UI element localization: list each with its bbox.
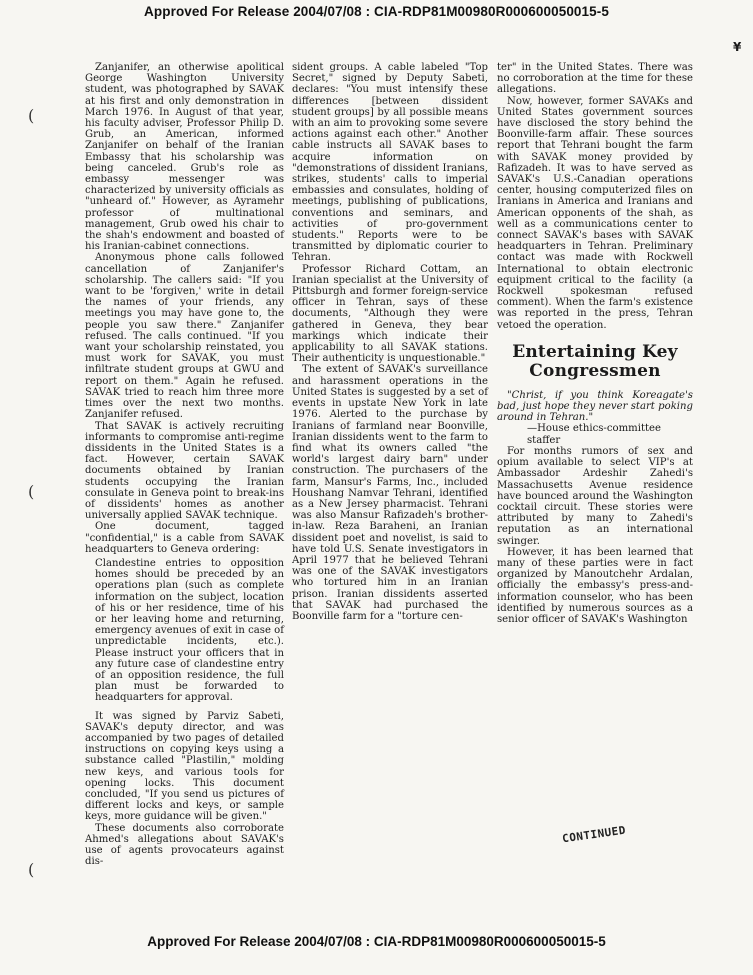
- paragraph: Zanjanifer, an otherwise apolitical George Washington University student, was photographed by SAVAK at his first and only demonstration in March 1976. In August of that year, his faculty adviser, Professor Philip D. Grub, an American, informed Zanjanifer on behalf of the Iranian Embassy that his scholarship was being canceled. Grub's role as embassy messenger was characterized by university officials as "unheard of." However, as Ayramehr professor of multinational management, Grub owed his chair to the shah's endowment and boasted of his Iranian-cabinet connections.: [85, 62, 284, 253]
- section-heading-line: Entertaining Key: [512, 341, 678, 362]
- margin-bracket-mark: (: [28, 106, 35, 125]
- release-footer: Approved For Release 2004/07/08 : CIA-RDP81M00980R000600050015-5: [147, 934, 606, 949]
- paragraph: Now, however, former SAVAKs and United States government sources have disclosed the story behind the Boonville-farm affair. These sources report that Tehrani bought the farm with SAVAK money provided by Rafizadeh. It was to have served as SAVAK's U.S.-Canadian operations center, housing computerized files on Iranians in America and Iranians and American opponents of the shah, as well as a communications center to connect SAVAK's bases with SAVAK headquarters in Tehran. Preliminary contact was made with Rockwell International to obtain electronic equipment critical to the facility (a Rockwell spokesman refused comment). When the farm's existence was reported in the press, Tehran vetoed the operation.: [497, 95, 693, 331]
- paragraph: That SAVAK is actively recruiting informants to compromise anti-regime dissidents in the United States is a fact. However, certain SAVAK documents obtained by Iranian students occupying the Iranian consulate in Geneva point to break-ins of dissidents' homes as another universally applied SAVAK technique.: [85, 420, 284, 522]
- release-header: Approved For Release 2004/07/08 : CIA-RDP81M00980R000600050015-5: [144, 4, 609, 19]
- corner-mark: ¥: [733, 40, 742, 54]
- epigraph-attribution: —House ethics-committee staffer: [527, 423, 661, 446]
- column-3: [497, 62, 693, 625]
- epigraph-quote: "Christ, if you think Koreagate's bad, just hope they never start poking around in Tehran.": [497, 389, 693, 424]
- paragraph: It was signed by Parviz Sabeti, SAVAK's deputy director, and was accompanied by two pages of detailed instructions on copying keys using a substance called "Plastilin," molding new keys, and various tools for opening locks. This document concluded, "If you send us pictures of different locks and keys, or sample keys, more guidance will be given.": [85, 710, 284, 823]
- paragraph: These documents also corroborate Ahmed's allegations about SAVAK's use of agents provocateurs against dis-: [85, 822, 284, 868]
- column-1: [85, 62, 284, 867]
- continued-stamp: CONTINUED: [561, 823, 627, 846]
- quote-text: Clandestine entries to opposition homes should be preceded by an operations plan (such as complete information on the subject, location of his or her residence, time of his or her leaving home and returning, emergency avenues of exit in case of unpredictable incidents, etc.). Please instruct your officers that in any future case of clandestine entry of an opposition residence, the full plan must be forwarded to headquarters for approval.: [95, 557, 284, 704]
- margin-bracket-mark: (: [28, 482, 35, 501]
- column-2: [292, 62, 488, 622]
- paragraph: Professor Richard Cottam, an Iranian specialist at the University of Pittsburgh and former foreign-service officer in Tehran, says of these documents, "Although they were gathered in Geneva, they bear markings which indicate their applicability to all SAVAK stations. Their authenticity is unquestionable.": [292, 263, 488, 365]
- paragraph: sident groups. A cable labeled "Top Secret," signed by Deputy Sabeti, declares: "You must intensify these differences [between dissident student groups] by all possible means with an aim to provoking some severe actions against each other." Another cable instructs all SAVAK bases to acquire information on "demonstrations of dissident Iranians, strikes, students' calls to imperial embassies and consulates, holding of meetings, publishing of publications, conventions and seminars, and activities of pro-government students." Reports were to be transmitted by diplomatic courier to Tehran.: [292, 62, 488, 264]
- paragraph: ter" in the United States. There was no corroboration at the time for these allegations.: [497, 62, 693, 96]
- paragraph: Anonymous phone calls followed cancellation of Zanjanifer's scholarship. The callers said: "If you want to be 'forgiven,' write in detail the names of your friends, any meetings you may have gone to, the people you saw there." Zanjanifer refused. The calls continued. "If you want your scholarship reinstated, you must work for SAVAK, you must infiltrate student groups at GWU and report on them." Again he refused. SAVAK tried to reach him three more times over the next two months. Zanjanifer refused.: [85, 252, 284, 421]
- paragraph: However, it has been learned that many of these parties were in fact organized by Manoutchehr Ardalan, officially the embassy's press-and-information counselor, who has been identified by numerous sources as a senior officer of SAVAK's Washington: [497, 546, 693, 625]
- margin-bracket-mark: (: [28, 860, 35, 879]
- block-quote: [95, 558, 284, 704]
- paragraph: One document, tagged "confidential," is a cable from SAVAK headquarters to Geneva ordering:: [85, 521, 284, 555]
- section-heading-line: Congressmen: [529, 360, 661, 381]
- paragraph: For months rumors of sex and opium available to select VIP's at Ambassador Ardeshir Zahedi's Massachusetts Avenue residence have bounced around the Washington cocktail circuit. These stories were attributed by many to Zahedi's reputation as an international swinger.: [497, 445, 693, 547]
- paragraph: The extent of SAVAK's surveillance and harassment operations in the United States is suggested by a set of events in upstate New York in late 1976. Alerted to the purchase by Iranians of farmland near Boonville, Iranian dissidents went to the farm to find what its owners called "the world's largest dairy barn" under construction. The purchasers of the farm, Mansur's Farms, Inc., included Houshang Namvar Tehrani, identified as a New Jersey pharmacist. Tehrani was also Mansur Rafizadeh's brother-in-law. Reza Baraheni, an Iranian dissident poet and novelist, is said to have told U.S. Senate investigators in April 1977 that he believed Tehrani was one of the SAVAK investigators who tortured him in an Iranian prison. Iranian dissidents asserted that SAVAK had purchased the Boonville farm for a "torture cen-: [292, 364, 488, 622]
- section-heading: [497, 343, 693, 381]
